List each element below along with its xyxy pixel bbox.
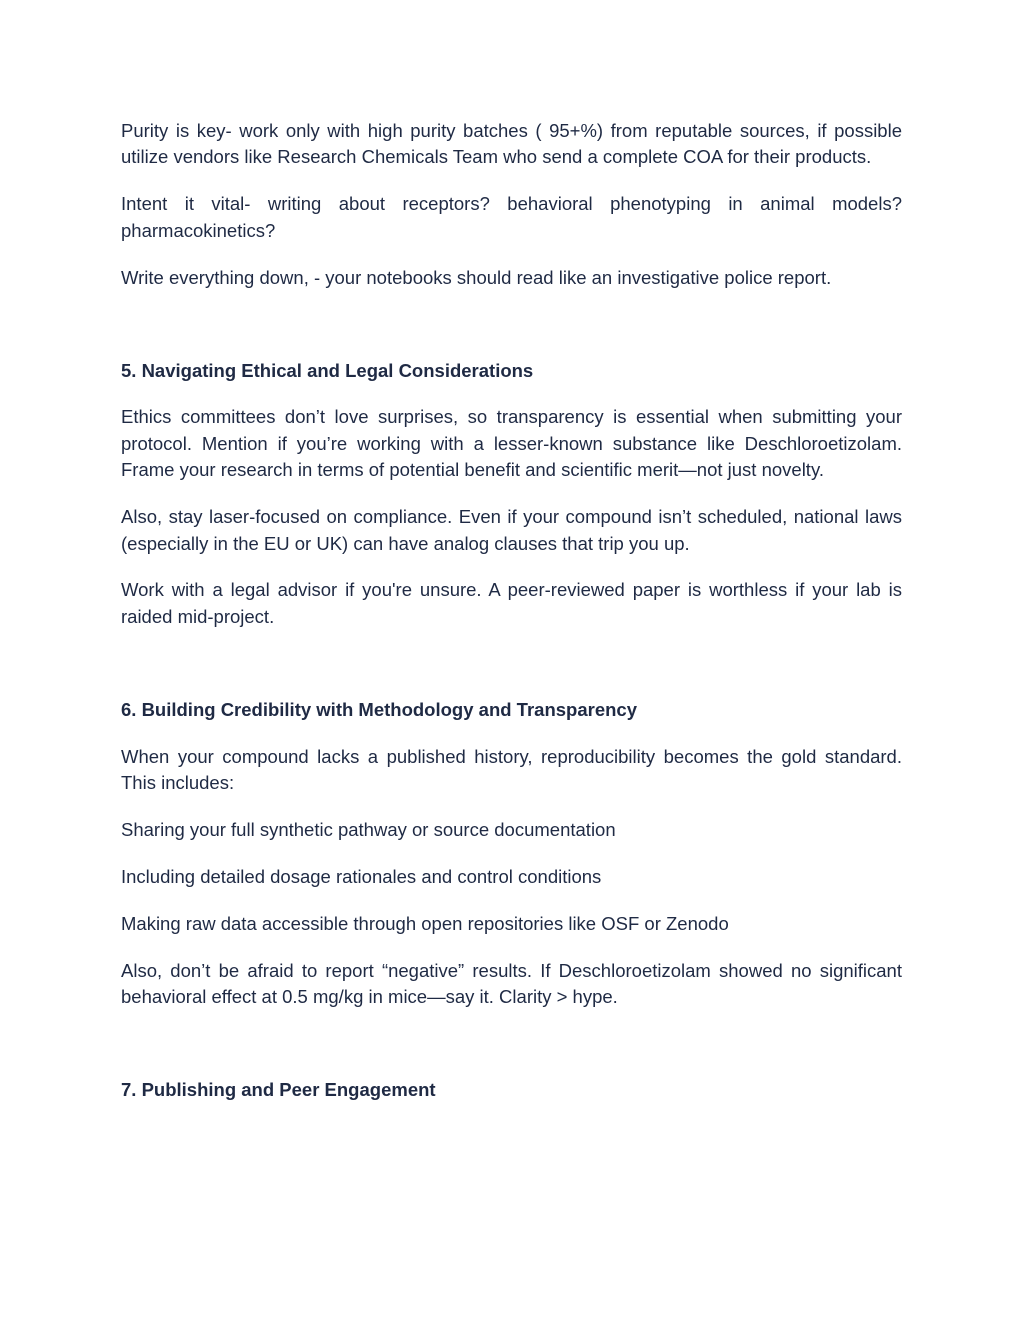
document-page (121, 118, 902, 1124)
section-heading-credibility: 6. Building Credibility with Methodology and Transparency (121, 698, 637, 720)
paragraph-negative-results: Also, don’t be afraid to report “negative” results. If Deschloroetizolam showed no significant behavioral effect at 0.5 mg/kg in mice—say it. Clarity > hype. (121, 959, 902, 1008)
paragraph-ethics-committees: Ethics committees don’t love surprises, so transparency is essential when submitting your protocol. Mention if you’re working with a lesser-known substance like Deschloroetizolam. Frame your research in terms of potential benefit and scientific merit—not just novelty. (121, 406, 902, 481)
section-spacer (121, 651, 902, 697)
section-spacer (121, 1031, 902, 1077)
list-item-synthetic-pathway: Sharing your full synthetic pathway or source documentation (121, 819, 616, 840)
paragraph-write-down: Write everything down, - your notebooks should read like an investigative police report. (121, 266, 832, 288)
list-item-dosage-rationales: Including detailed dosage rationales and control conditions (121, 865, 602, 887)
section-spacer (121, 312, 902, 358)
paragraph-intent: Intent it vital- writing about receptors? behavioral phenotyping in animal models? pharmacokinetics? (121, 193, 902, 241)
paragraph-reproducibility: When your compound lacks a published history, reproducibility becomes the gold standard. This includes: (121, 745, 902, 794)
section-heading-ethics: 5. Navigating Ethical and Legal Considerations (121, 359, 534, 381)
section-heading-publishing: 7. Publishing and Peer Engagement (121, 1079, 436, 1101)
list-item-raw-data: Making raw data accessible through open repositories like OSF or Zenodo (121, 912, 729, 934)
paragraph-purity: Purity is key- work only with high purity batches ( 95+%) from reputable sources, if possible utilize vendors like Research Chemicals Team who send a complete COA for their products. (121, 120, 902, 168)
paragraph-legal-advisor: Work with a legal advisor if you're unsure. A peer-reviewed paper is worthless if your lab is raided mid-project. (121, 579, 902, 627)
paragraph-compliance: Also, stay laser-focused on compliance. Even if your compound isn’t scheduled, national laws (especially in the EU or UK) can have analog clauses that trip you up. (121, 506, 902, 554)
